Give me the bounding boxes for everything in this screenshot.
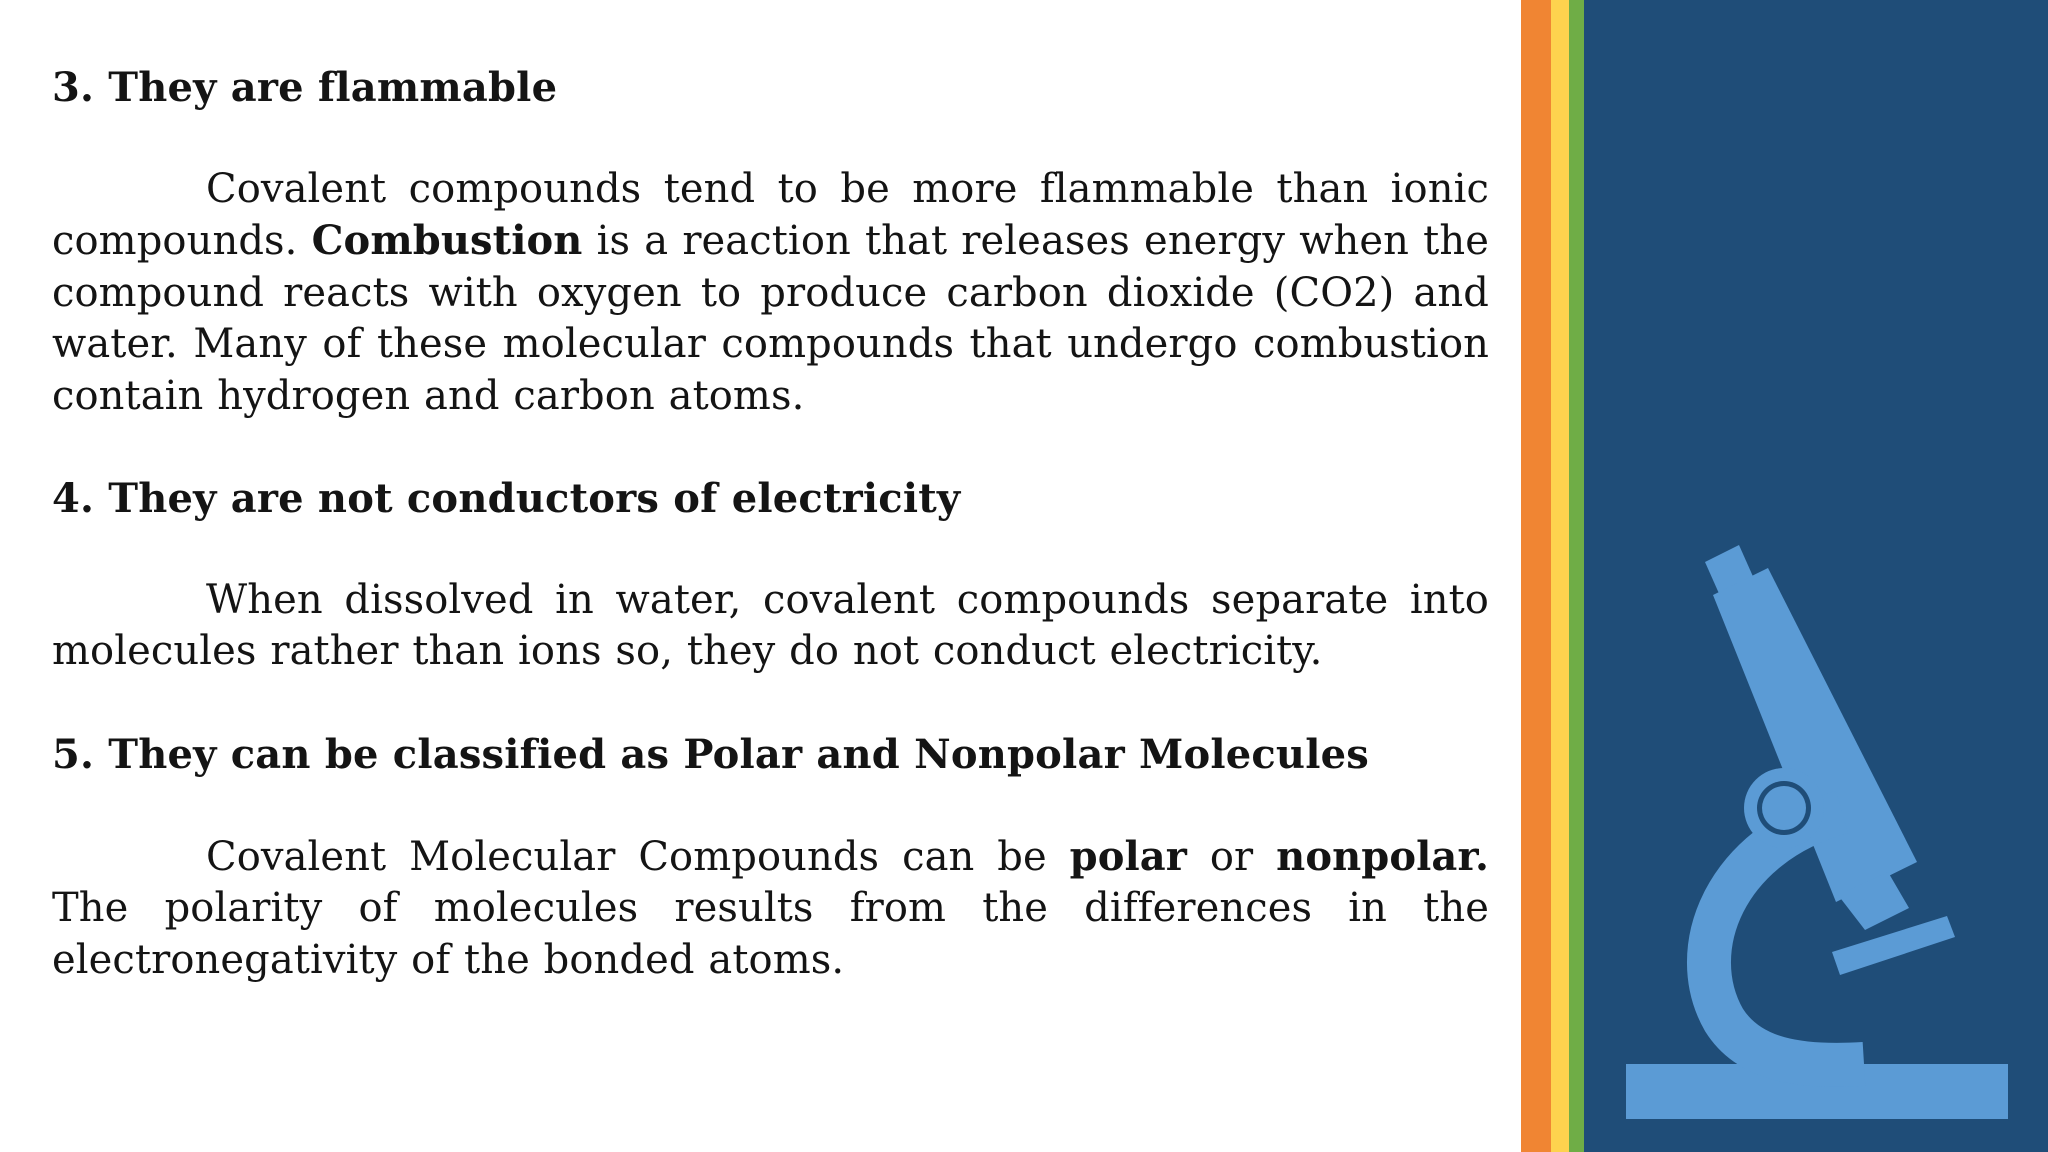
paragraph-not-conductors: When dissolved in water, covalent compounds separate into molecules rather than ions so, they do not conduct electricity. — [52, 577, 1489, 675]
slide-content — [52, 62, 1489, 986]
paragraph-polar-nonpolar: Covalent Molecular Compounds can be polar or nonpolar. The polarity of molecules results from the differences in the electronegativity of the bonded atoms. — [52, 832, 1489, 983]
heading-not-conductors: 4. They are not conductors of electricity — [52, 475, 961, 523]
decorative-sidebar — [1521, 0, 2048, 1152]
microscope-icon — [1584, 0, 2048, 1152]
green-stripe — [1569, 0, 1584, 1152]
paragraph-flammable: Covalent compounds tend to be more flammable than ionic compounds. Combustion is a reaction that releases energy when the compound reacts with oxygen to produce carbon dioxide (CO2) and water. Many of these molecular compounds that undergo combustion contain hydrogen and carbon atoms. — [52, 166, 1489, 419]
term-nonpolar: nonpolar. — [1276, 832, 1489, 880]
term-combustion: Combustion — [311, 217, 583, 265]
blue-panel — [1584, 0, 2048, 1152]
heading-flammable: 3. They are flammable — [52, 64, 558, 111]
orange-stripe — [1521, 0, 1551, 1152]
heading-polar-nonpolar: 5. They can be classified as Polar and Nonpolar Molecules — [52, 730, 1369, 778]
term-polar: polar — [1069, 832, 1187, 880]
yellow-stripe — [1551, 0, 1569, 1152]
